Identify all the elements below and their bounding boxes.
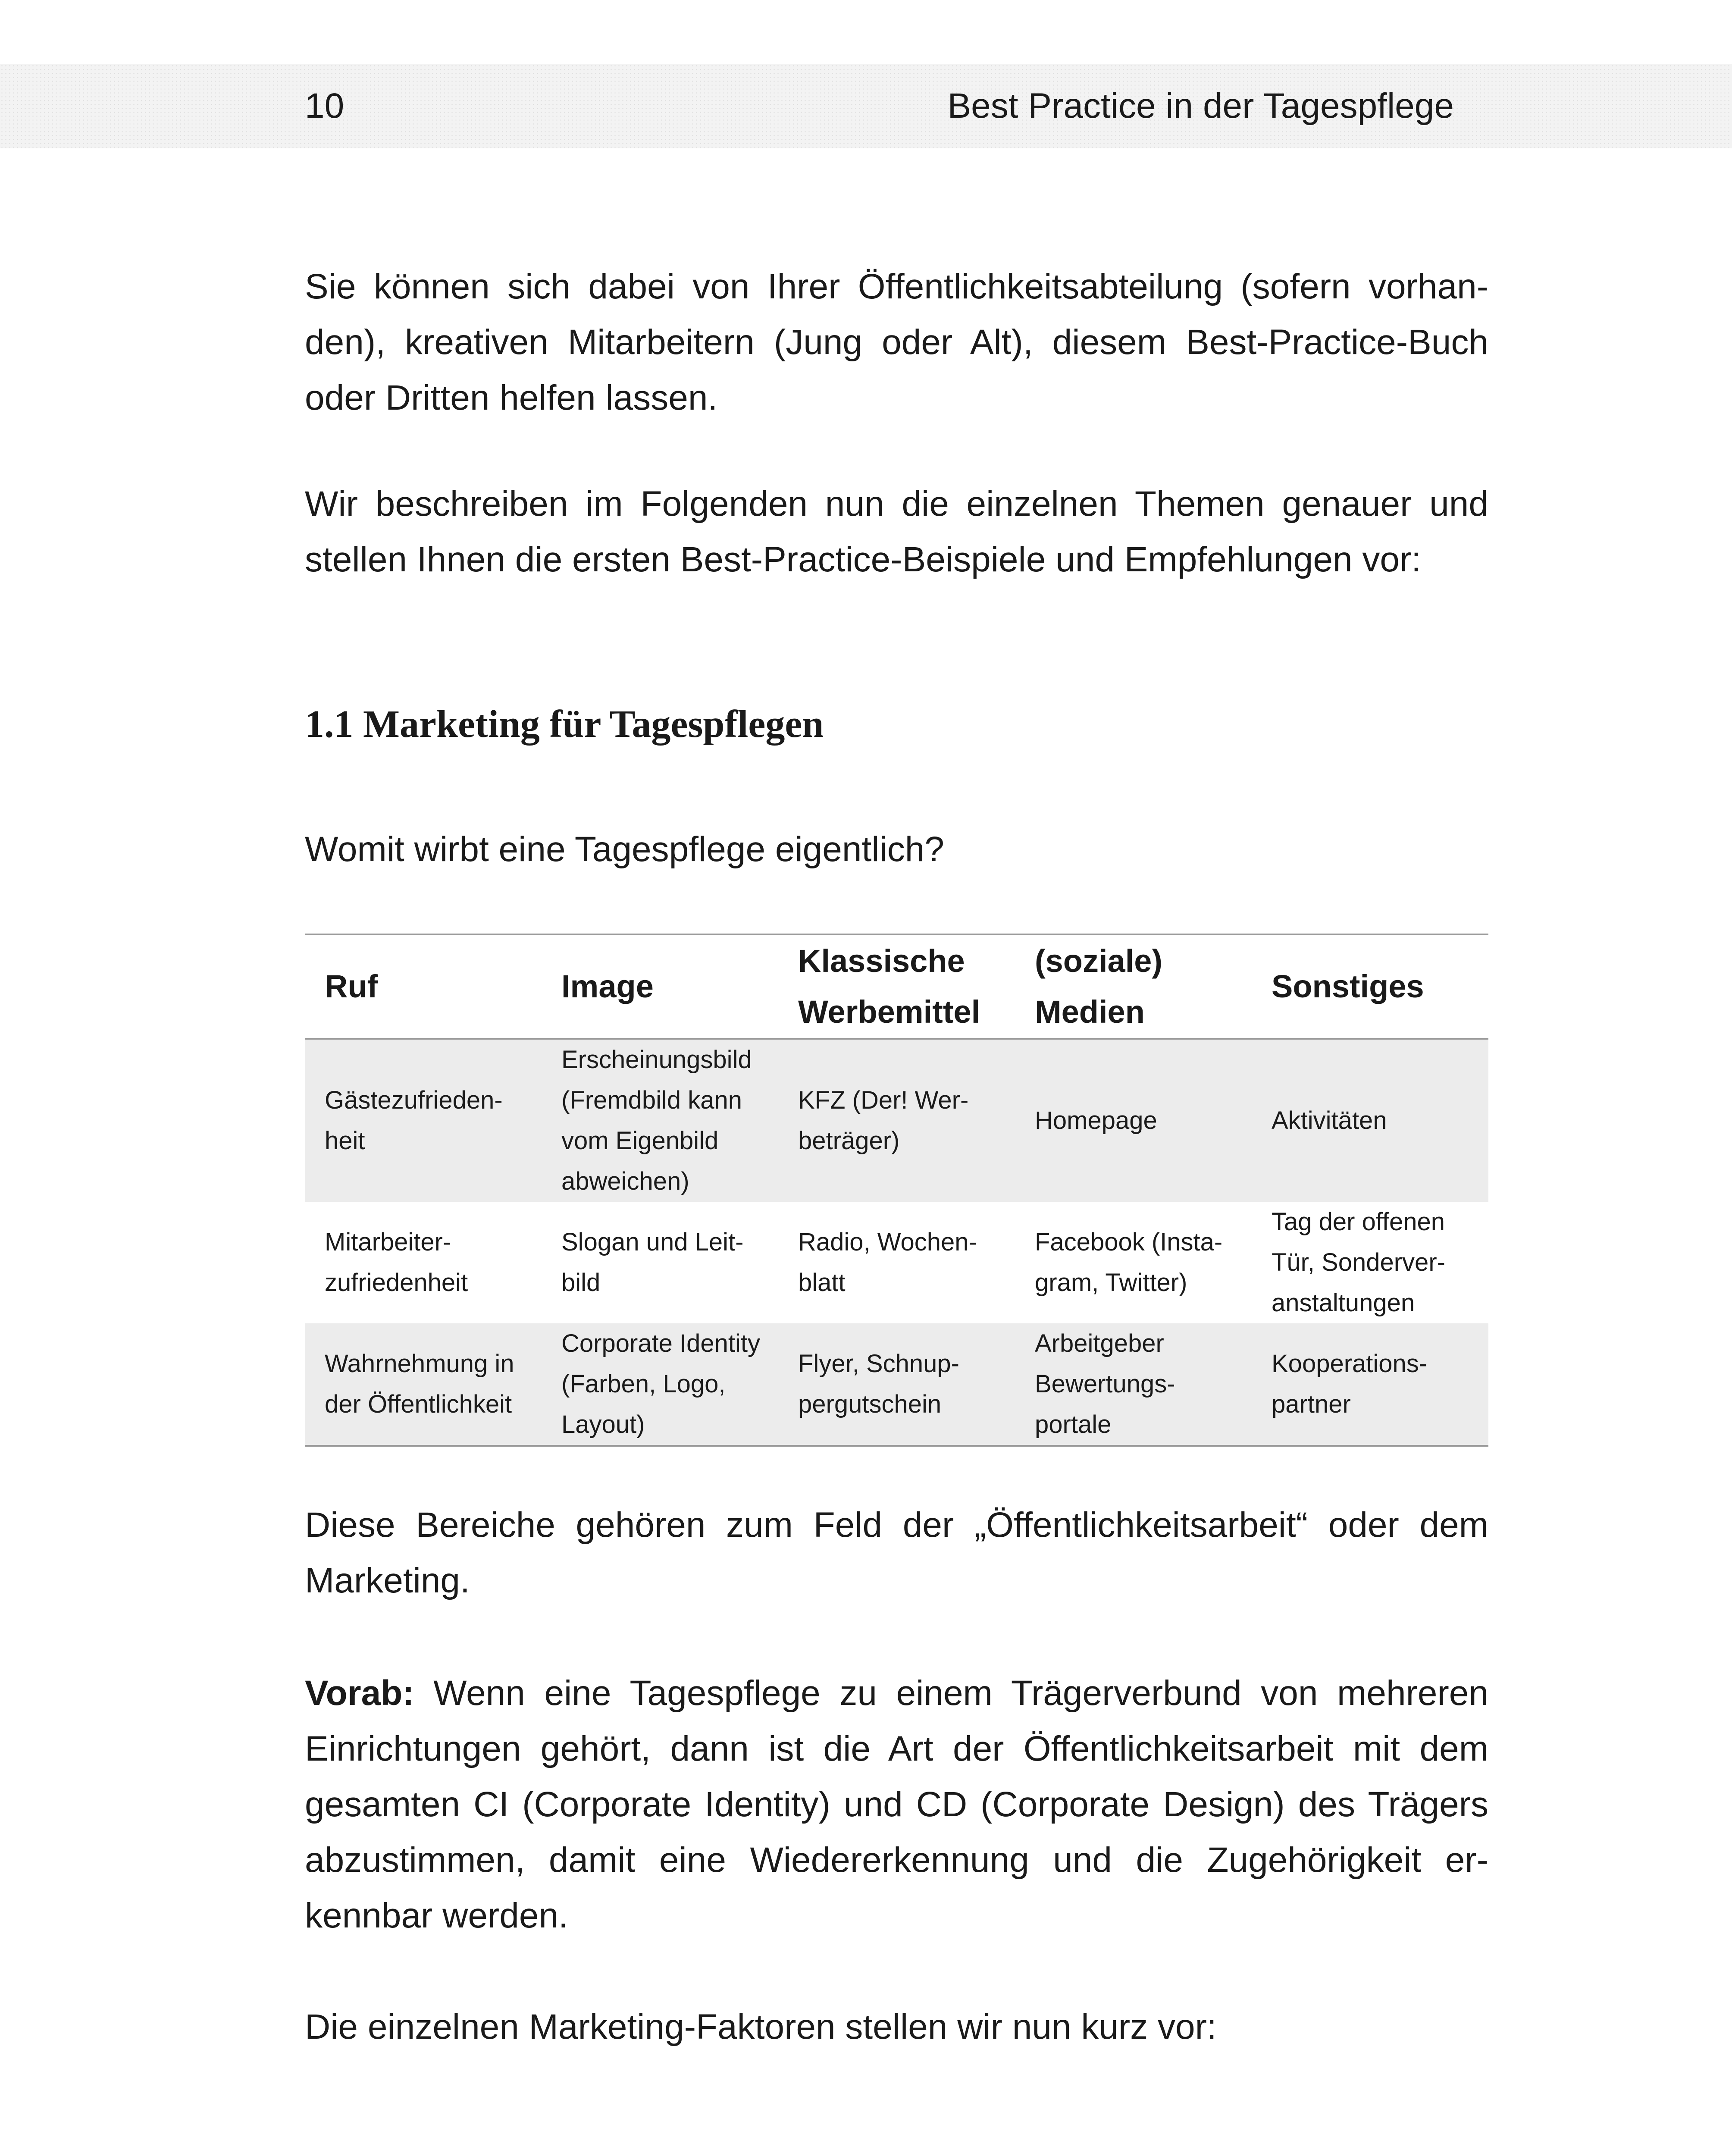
table-cell: Kooperationspartner: [1252, 1323, 1488, 1446]
table-cell: Aktivitäten: [1252, 1039, 1488, 1202]
vorab-label: Vorab:: [305, 1673, 414, 1713]
table-row: [305, 1039, 1488, 1202]
marketing-table: [305, 934, 1488, 1447]
table-cell: Radio, Wochenblatt: [798, 1228, 977, 1297]
running-title: Best Practice in der Tagespflege: [947, 86, 1454, 125]
table-cell: Mitarbeiter-zufriedenheit: [325, 1228, 468, 1297]
table-cell: Arbeitgeber Bewertungsportale: [1015, 1323, 1252, 1446]
vorab-text: Wenn eine Tagespflege zu einem Trägerverbund von mehreren Einrichtungen gehört, dann ist die Art der Öffentlichkeitsarbeit mit dem gesamten CI (Corporate Identity) und CD (Corporate Design) des Trägers abzustimmen, damit eine Wiedererkennung und die Zugehörigkeit erkennbar werden.: [305, 1673, 1488, 1935]
table-cell: Tag der offenen Tür, Sonderveranstaltungen: [1272, 1208, 1445, 1317]
paragraph-overview: Wir beschreiben im Folgenden nun die einzelnen Themen genauer und stellen Ihnen die ersten Best-Practice-Beispiele und Empfehlungen vor:: [305, 484, 1488, 579]
table-cell: KFZ (Der! Werbeträger): [778, 1039, 1015, 1202]
paragraph-intro: Sie können sich dabei von Ihrer Öffentlichkeitsabteilung (sofern vorhanden), kreativen Mitarbeitern (Jung oder Alt), diesem Best-Practice-Buch oder Dritten helfen lassen.: [305, 267, 1488, 417]
column-header-werbemittel: Klassische Werbemittel: [778, 934, 1015, 1039]
table-cell: Wahrnehmung in der Öffentlichkeit: [305, 1323, 542, 1446]
page-number: 10: [305, 86, 345, 125]
table-row: [305, 1323, 1488, 1446]
table-cell: Erscheinungsbild (Fremdbild kann vom Eigenbild abweichen): [542, 1039, 778, 1202]
paragraph-vorab: [305, 1665, 1488, 1943]
table-header-row: [305, 934, 1488, 1039]
column-header-medien: (soziale) Medien: [1015, 934, 1252, 1039]
column-header-image: Image: [542, 934, 778, 1039]
section-heading: 1.1 Marketing für Tagespflegen: [305, 703, 824, 746]
paragraph-faktoren: Die einzelnen Marketing-Faktoren stellen wir nun kurz vor:: [305, 2007, 1217, 2046]
table-cell: Corporate Identity (Farben, Logo, Layout): [542, 1323, 778, 1446]
paragraph-bereiche: Diese Bereiche gehören zum Feld der „Öffentlichkeitsarbeit“ oder dem Marketing.: [305, 1505, 1488, 1600]
table-cell: Slogan und Leitbild: [561, 1228, 744, 1297]
table-cell: Homepage: [1015, 1039, 1252, 1202]
table-cell: Facebook (Instagram, Twitter): [1035, 1228, 1223, 1297]
table-cell: Flyer, Schnuppergutschein: [778, 1323, 1015, 1446]
table-cell: Gästezufriedenheit: [305, 1039, 542, 1202]
table-row: [305, 1202, 1488, 1323]
column-header-ruf: Ruf: [305, 934, 542, 1039]
page-header: [0, 64, 1732, 148]
section-question: Womit wirbt eine Tagespflege eigentlich?: [305, 830, 944, 869]
column-header-sonstiges: Sonstiges: [1252, 934, 1488, 1039]
